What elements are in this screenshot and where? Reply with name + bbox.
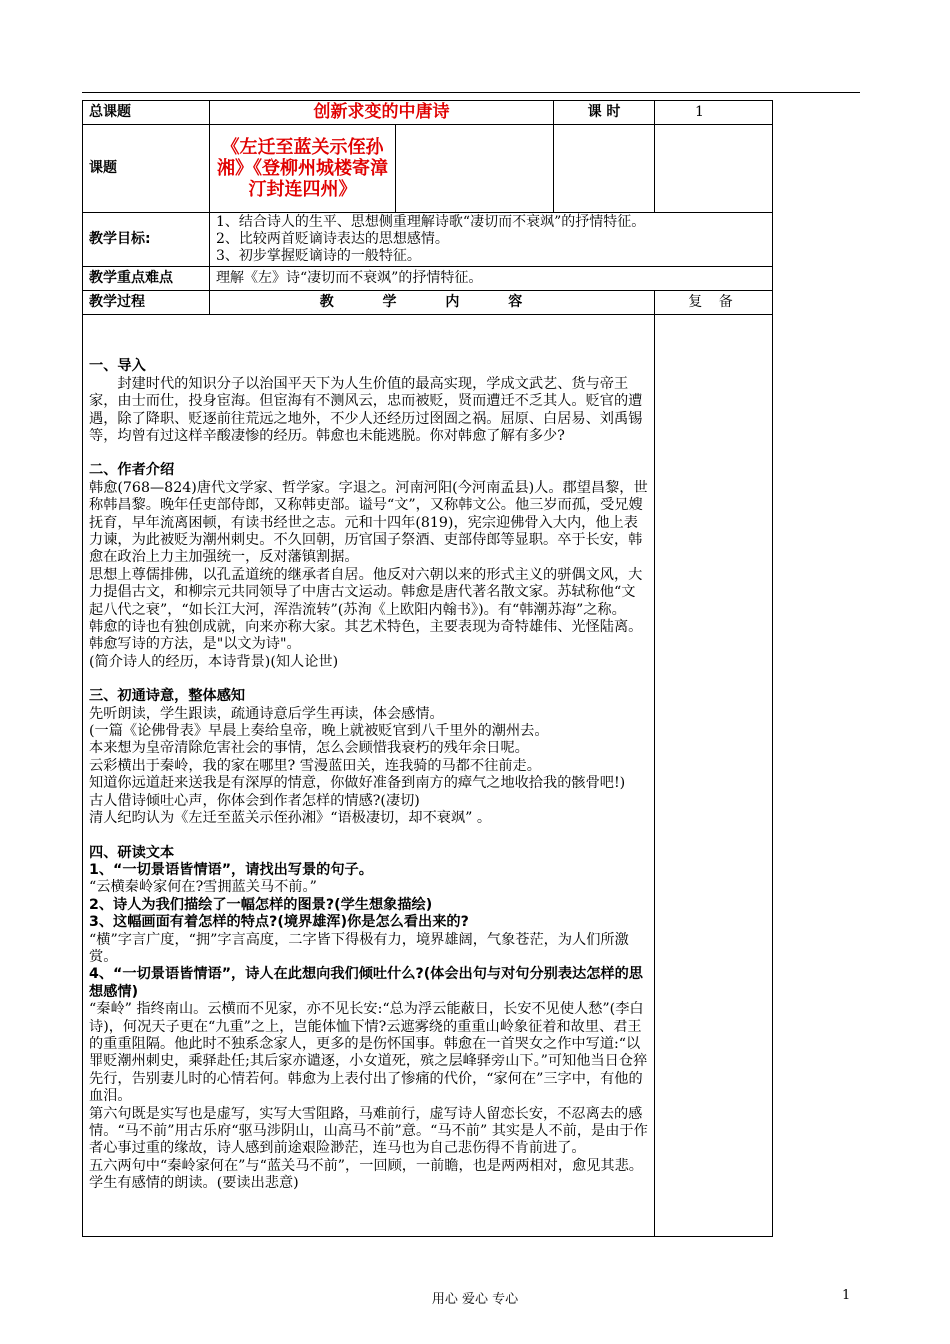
topic-blank-cell: [554, 125, 655, 213]
answer: 第六句既是实写也是虚写，实写大雪阻路，马难前行，虚写诗人留恋长安，不忍离去的感情。“马不前”用古乐府“驱马涉阴山，山高马不前”意。“马不前” 其实是人不前，是由于作者心事过重的缘故，诗人感到前途艰险渺茫，连马也为自己悲伤得不肯前进了。: [89, 1105, 648, 1157]
paragraph: 清人纪昀认为《左迁至蓝关示侄孙湘》“语极凄切，却不衰飒” 。: [89, 810, 492, 827]
goal-item: 1、结合诗人的生平、思想侧重理解诗歌“凄切而不衰飒”的抒情特征。: [216, 214, 646, 230]
paragraph: 韩愈(768—824)唐代文学家、哲学家。字退之。河南河阳(今河南孟县)人。郡望昌黎，世称韩昌黎。晚年任吏部侍郎，又称韩吏部。谥号“文”，又称韩文公。他三岁而孤，受兄嫂抚育，早年流离困顿，有读书经世之志。元和十四年(819)，宪宗迎佛骨入大内，他上表力谏，为此被贬为潮州刺史。不久回朝，历官国子祭酒、吏部侍郎等显职。卒于长安，韩愈在政治上力主加强统一，反对藩镇割据。: [89, 479, 648, 566]
paragraph: 思想上尊儒排佛，以孔孟道统的继承者自居。他反对六朝以来的形式主义的骈偶文风，大力提倡古文，和柳宗元共同领导了中唐古文运动。韩愈是唐代著名散文家。苏轼称他“文起八代之衰”，“如长江大河，浑浩流转”(苏洵《上欧阳内翰书》)。有“韩潮苏海”之称。: [89, 566, 643, 618]
paragraph: 本来想为皇帝清除危害社会的事情，怎么会顾惜我衰朽的残年余日呢。: [89, 740, 529, 757]
goal-item: 3、初步掌握贬谪诗的一般特征。: [216, 248, 421, 264]
review-column: [655, 315, 773, 1237]
paragraph: 韩愈的诗也有独创成就，向来亦称大家。其艺术特色，主要表现为奇特雄伟、光怪陆离。韩愈写诗的方法，是"以文为诗"。: [89, 619, 643, 653]
focus-label: 教学重点难点: [83, 267, 210, 291]
section-title: 一、导入: [89, 358, 146, 375]
question: 2、诗人为我们描绘了一幅怎样的图景?(学生想象描绘): [89, 896, 433, 913]
paragraph: 古人借诗倾吐心声，你体会到作者怎样的情感?(凄切): [89, 792, 420, 809]
answer: “秦岭” 指终南山。云横而不见家，亦不见长安:“总为浮云能蔽日，长安不见使人愁”(李白诗)，何况天子更在“九重”之上，岂能体恤下情?云遮雾绕的重重山岭象征着和故里、君王的重重阻隔。他此时不独系念家人，更多的是伤怀国事。韩愈在一首哭女之作中写道:“以罪贬潮州刺史，乘驿赴任;其后家亦谴逐，小女道死，殡之层峰驿旁山下。”可知他当日仓猝先行，告别妻儿时的心情若何。韩愈为上表付出了惨痛的代价，“家何在”三字中，有他的血泪。: [89, 1001, 648, 1105]
focus-text: 理解《左》诗“凄切而不衰飒”的抒情特征。: [210, 267, 773, 291]
topic-title: 《左迁至蓝关示侄孙湘》《登柳州城楼寄漳汀封连四州》: [210, 125, 396, 213]
main-topic: 创新求变的中唐诗: [210, 101, 554, 125]
lesson-content: [83, 315, 655, 1237]
question: 1、“一切景语皆情语”，请找出写景的句子。: [89, 861, 373, 878]
answer: “云横秦岭家何在?雪拥蓝关马不前。”: [89, 879, 317, 896]
answer: 学生有感情的朗读。(要读出悲意): [89, 1175, 299, 1192]
paragraph: 云彩横出于秦岭，我的家在哪里? 雪漫蓝田关，连我骑的马都不往前走。: [89, 757, 541, 774]
hours-label: 课 时: [554, 101, 655, 125]
paragraph: 封建时代的知识分子以治国平天下为人生价值的最高实现，学成文武艺、货与帝王家，由士而仕，投身宦海。但宦海有不测风云，忠而被贬，贤而遭迁不乏其人。贬官的遭遇，除了降职、贬逐前往荒远之地外，不少人还经历过囹圄之祸。屈原、白居易、刘禹锡等，均曾有过这样辛酸凄惨的经历。韩愈也未能逃脱。你对韩愈了解有多少?: [89, 375, 643, 444]
goal-item: 2、比较两首贬谪诗表达的思想感情。: [216, 231, 449, 247]
goals-cell: [210, 213, 773, 267]
topic-blank-cell: [655, 125, 773, 213]
lesson-plan-table: [82, 100, 773, 1237]
content-label: 教 学 内 容: [210, 291, 655, 315]
main-topic-label: 总课题: [83, 101, 210, 125]
process-label: 教学过程: [83, 291, 210, 315]
section-title: 三、初通诗意，整体感知: [89, 688, 246, 705]
paragraph: 先听朗读，学生跟读，疏通诗意后学生再读，体会感情。: [89, 705, 444, 722]
paragraph: (一篇《论佛骨表》早晨上奏给皇帝，晚上就被贬官到八千里外的潮州去。: [89, 723, 549, 740]
question: 3、这幅画面有着怎样的特点?(境界雄浑)你是怎么看出来的?: [89, 914, 469, 931]
topic-blank-cell: [396, 125, 554, 213]
answer: 五六两句中“秦岭家何在”与“蓝关马不前”，一回顾，一前瞻，也是两两相对，愈见其悲。: [89, 1157, 643, 1174]
section-title: 二、作者介绍: [89, 462, 175, 479]
question: 4、“一切景语皆情语”，诗人在此想向我们倾吐什么?(体会出句与对句分别表达怎样的思想感情): [89, 966, 643, 1000]
topic-label: 课题: [83, 125, 210, 213]
footer-text: 用心 爱心 专心: [431, 1292, 519, 1307]
answer: “横”字言广度，“拥”字言高度，二字皆下得极有力，境界雄阔，气象苍茫，为人们所激赏。: [89, 931, 629, 965]
review-label: 复 备: [655, 291, 773, 315]
hours-value: 1: [655, 101, 773, 125]
header-rule: [82, 92, 860, 93]
paragraph: 知道你远道赶来送我是有深厚的情意，你做好准备到南方的瘴气之地收拾我的骸骨吧!): [89, 775, 626, 792]
goals-label: 教学目标:: [83, 213, 210, 267]
page-number: 1: [842, 1288, 851, 1303]
paragraph: (简介诗人的经历，本诗背景)(知人论世): [89, 653, 339, 670]
section-title: 四、研读文本: [89, 844, 175, 861]
